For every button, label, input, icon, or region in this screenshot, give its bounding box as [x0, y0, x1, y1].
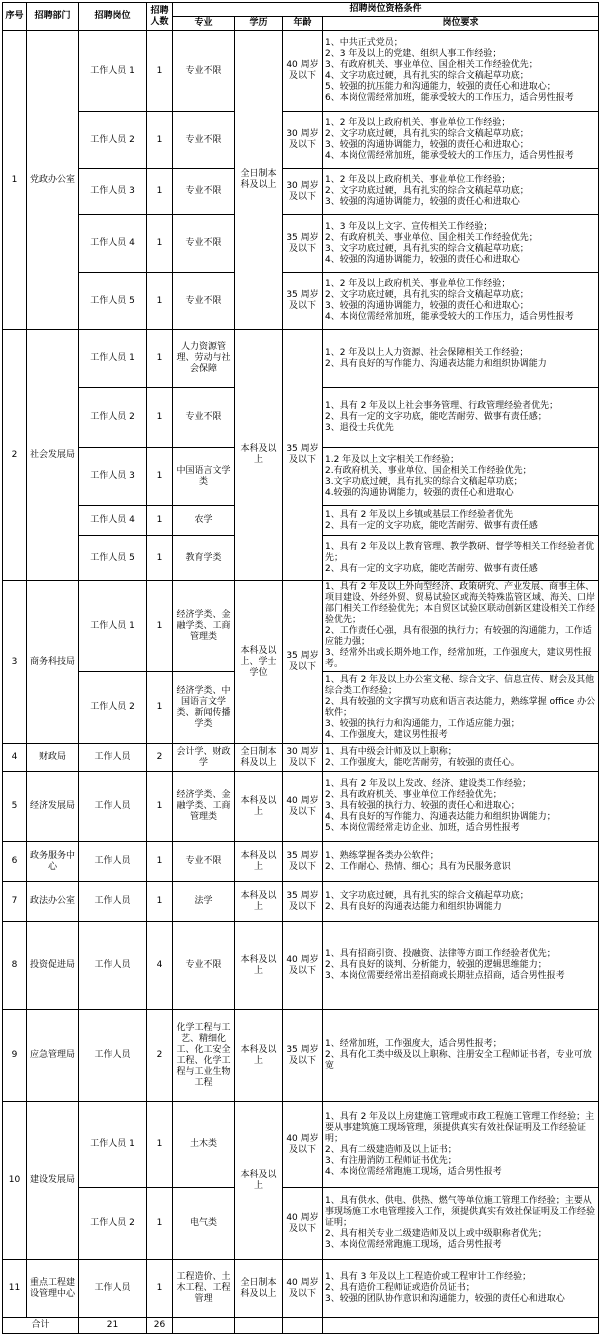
cell-req: 1、2 年及以上人力资源、社会保障相关工作经验； 2、具有良好的写作能力、沟通表达能力和组织协调能力 [323, 330, 599, 388]
cell-major: 专业不限 [173, 169, 235, 215]
cell-major: 农学 [173, 506, 235, 536]
cell-req: 1、3 年及以上文字、宣传相关工作经验； 2、有政府机关、事业单位、国企相关工作经验优先； 3、文字功底过硬，具有扎实的综合文稿起草功底； 4、较强的沟通协调能力，较强的责任心和进取心 [323, 215, 599, 273]
cell-age: 35 周岁及以下 [283, 842, 323, 882]
cell-seq: 11 [3, 1260, 27, 1318]
cell-seq: 6 [3, 842, 27, 882]
cell-post: 工作人员 [79, 922, 147, 1010]
cell-dept: 商务科技局 [27, 581, 79, 744]
cell-dept: 投资促进局 [27, 922, 79, 1010]
cell-age: 35 周岁及以下 [283, 581, 323, 744]
cell-req: 1、具有 2 年及以上教育管理、教学教研、督学等相关工作经验者优先； 2、具有一定的文字功底，能吃苦耐劳、做事有责任感 [323, 536, 599, 581]
table-row [3, 922, 599, 1010]
cell-age: 35 周岁及以下 [283, 1010, 323, 1102]
cell-major: 专业不限 [173, 31, 235, 112]
cell-post: 工作人员 2 [79, 112, 147, 169]
cell-age: 40 周岁及以下 [283, 1260, 323, 1318]
cell-seq: 7 [3, 882, 27, 922]
cell-major: 专业不限 [173, 842, 235, 882]
cell-num: 1 [147, 842, 173, 882]
table-row [3, 273, 599, 330]
table-row [3, 215, 599, 273]
cell-post: 工作人员 [79, 1260, 147, 1318]
cell-major: 会计学、财政学 [173, 744, 235, 772]
cell-post: 工作人员 4 [79, 506, 147, 536]
total-row [3, 1318, 599, 1334]
cell-post: 工作人员 3 [79, 448, 147, 506]
table-row [3, 744, 599, 772]
cell-req: 1、具有 2 年及以上发改、经济、建设类工作经验； 2、具有政府机关、事业单位工作经验优先； 3、具有较强的执行力、较强的责任心和进取心； 4、具有良好的写作能力、沟通表达能力和组织协调能力； 5、本岗位需经常走访企业、加班，适合男性报考 [323, 772, 599, 842]
cell-major: 专业不限 [173, 215, 235, 273]
cell-seq: 3 [3, 581, 27, 744]
cell-post: 工作人员 4 [79, 215, 147, 273]
cell-num: 1 [147, 506, 173, 536]
cell-age: 35 周岁及以下 [283, 882, 323, 922]
cell-major: 专业不限 [173, 388, 235, 448]
cell-age: 40 周岁及以下 [283, 31, 323, 112]
cell-dept: 党政办公室 [27, 31, 79, 330]
cell-num: 1 [147, 112, 173, 169]
cell-post: 工作人员 1 [79, 31, 147, 112]
header-dept: 招聘部门 [27, 3, 79, 31]
recruitment-table [2, 2, 599, 1334]
table-row [3, 1188, 599, 1260]
cell-num: 1 [147, 448, 173, 506]
cell-age: 30 周岁及以下 [283, 744, 323, 772]
cell-num: 4 [147, 922, 173, 1010]
cell-edu: 本科及以上 [235, 1102, 283, 1260]
cell-post: 工作人员 2 [79, 1188, 147, 1260]
cell-req: 1、具有 2 年及以上社会事务管理、行政管理经验者优先； 2、具有一定的文字功底，能吃苦耐劳、做事有责任感； 3、退役士兵优先 [323, 388, 599, 448]
cell-post: 工作人员 [79, 744, 147, 772]
cell-age: 30 周岁及以下 [283, 112, 323, 169]
total-empty-age [283, 1318, 323, 1334]
cell-num: 1 [147, 882, 173, 922]
cell-num: 1 [147, 581, 173, 672]
cell-post: 工作人员 1 [79, 330, 147, 388]
cell-dept: 社会发展局 [27, 330, 79, 581]
cell-post: 工作人员 [79, 882, 147, 922]
cell-req: 1、具有 3 年及以上工程造价或工程审计工作经验； 2、具有造价工程师证或造价员证书； 3、较强的团队协作意识和沟通能力，较强的责任心和进取心 [323, 1260, 599, 1318]
cell-seq: 2 [3, 330, 27, 581]
cell-major: 工程造价、土木工程、工程管理 [173, 1260, 235, 1318]
cell-age: 40 周岁及以下 [283, 1188, 323, 1260]
header-post: 招聘岗位 [79, 3, 147, 31]
cell-major: 经济学类、金融学类、工商管理类 [173, 581, 235, 672]
cell-edu: 本科及以上、学士学位 [235, 581, 283, 744]
total-empty-major [173, 1318, 235, 1334]
cell-seq: 10 [3, 1102, 27, 1260]
cell-req: 1、具有 2 年及以上外向型经济、政策研究、产业发展、商事主体、项目建设、外经外贸、贸易试验区或海关特殊监管区域、海关、口岸部门相关工作经验优先；本自贸区试验区联动创新区建设相关工作经验优先； 2、工作责任心强，具有很强的执行力；有较强的沟通能力，工作适应能力强； 3、经常外出或长期外地工作，经常加班，工作强度大，建议男性报考。 [323, 581, 599, 672]
cell-age: 30 周岁及以下 [283, 169, 323, 215]
table-row [3, 1260, 599, 1318]
cell-post: 工作人员 3 [79, 169, 147, 215]
cell-num: 1 [147, 672, 173, 744]
cell-major: 专业不限 [173, 922, 235, 1010]
cell-req: 1、熟练掌握各类办公软件； 2、工作耐心、热情、细心；具有为民服务意识 [323, 842, 599, 882]
cell-edu: 本科及以上 [235, 772, 283, 842]
cell-post: 工作人员 1 [79, 1102, 147, 1188]
total-num: 26 [147, 1318, 173, 1334]
cell-req: 1、具有 2 年及以上乡镇或基层工作经验者优先 2、具有一定的文字功底，能吃苦耐劳、做事有责任感 [323, 506, 599, 536]
table-header [3, 3, 599, 31]
total-empty-edu [235, 1318, 283, 1334]
cell-post: 工作人员 [79, 1010, 147, 1102]
cell-major: 教育学类 [173, 536, 235, 581]
cell-major: 人力资源管理、劳动与社会保障 [173, 330, 235, 388]
table-row [3, 169, 599, 215]
cell-num: 1 [147, 215, 173, 273]
header-seq: 序号 [3, 3, 27, 31]
cell-major: 专业不限 [173, 112, 235, 169]
cell-dept: 政务服务中心 [27, 842, 79, 882]
cell-major: 土木类 [173, 1102, 235, 1188]
header-conditions: 招聘岗位资格条件 [173, 3, 599, 17]
cell-post: 工作人员 2 [79, 388, 147, 448]
cell-num: 1 [147, 1102, 173, 1188]
table-row [3, 112, 599, 169]
cell-dept: 建设发展局 [27, 1102, 79, 1260]
cell-req: 1.2 年及以上文字相关工作经验； 2.有政府机关、事业单位、国企相关工作经验优先； 3.文字功底过硬，具有扎实的综合文稿起草功底； 4.较强的沟通协调能力，较强的责任心和进取心 [323, 448, 599, 506]
cell-age: 40 周岁及以下 [283, 772, 323, 842]
cell-edu: 本科及以上 [235, 1010, 283, 1102]
cell-edu: 本科及以上 [235, 330, 283, 581]
cell-req: 1、具有中级会计师及以上职称； 2、工作强度大，能吃苦耐劳，有较强的责任心。 [323, 744, 599, 772]
cell-post: 工作人员 2 [79, 672, 147, 744]
cell-num: 1 [147, 772, 173, 842]
cell-num: 2 [147, 1010, 173, 1102]
cell-age: 35 周岁及以下 [283, 215, 323, 273]
cell-major: 法学 [173, 882, 235, 922]
cell-age: 40 周岁及以下 [283, 1102, 323, 1188]
table-row [3, 31, 599, 112]
cell-dept: 政法办公室 [27, 882, 79, 922]
cell-age: 35 周岁及以下 [283, 273, 323, 330]
cell-num: 1 [147, 388, 173, 448]
cell-edu: 本科及以上 [235, 882, 283, 922]
cell-seq: 1 [3, 31, 27, 330]
table-row [3, 581, 599, 672]
cell-seq: 9 [3, 1010, 27, 1102]
cell-edu: 本科及以上 [235, 922, 283, 1010]
table-row [3, 842, 599, 882]
cell-major: 化学工程与工艺、精细化工、化工安全工程、化学工程与工业生物工程 [173, 1010, 235, 1102]
cell-age: 40 周岁及以下 [283, 922, 323, 1010]
cell-req: 1、具有招商引资、投融资、法律等方面工作经验者优先； 2、具有良好的谈判、分析能力，较强的逻辑思维能力； 3、本岗位需要经常出差招商或长期驻点招商，适合男性报考 [323, 922, 599, 1010]
cell-req: 1、具有供水、供电、供热、燃气等单位施工管理工作经验；主要从事现场施工水电管理接入工作，须提供真实有效社保证明及工作经验证明； 2、具有相关专业二级建造师及以上或中级职称者优先； 3、本岗位需经常跑施工现场，适合男性报考 [323, 1188, 599, 1260]
header-age: 年龄 [283, 17, 323, 31]
table-row [3, 1102, 599, 1188]
cell-req: 1、具有 2 年及以上办公室文秘、综合文字、信息宣传、财会及其他综合类工作经验； 2、具有较强的文字撰写功底和语言表达能力，熟练掌握 office 办公软件； 3、较强的执行力和沟通能力，工作适应能力强； 4、工作强度大，建议男性报考 [323, 672, 599, 744]
cell-age: 35 周岁及以下 [283, 330, 323, 581]
header-edu: 学历 [235, 17, 283, 31]
table-row [3, 1010, 599, 1102]
cell-edu: 本科及以上 [235, 842, 283, 882]
cell-post: 工作人员 [79, 772, 147, 842]
cell-post: 工作人员 1 [79, 581, 147, 672]
cell-req: 1、文字功底过硬，具有扎实的综合文稿起草功底； 2、具有良好的沟通表达能力和组织协调能力 [323, 882, 599, 922]
cell-edu: 全日制本科及以上 [235, 1260, 283, 1318]
header-num: 招聘人数 [147, 3, 173, 31]
cell-req: 1、中共正式党员； 2、3 年及以上的党建、组织人事工作经验； 3、有政府机关、事业单位、国企相关工作经验优先； 4、文字功底过硬，具有扎实的综合文稿起草功底； 5、较强的抗压能力和沟通能力，较强的责任心和进取心； 6、本岗位需经常加班，能承受较大的工作压力，适合男性报考 [323, 31, 599, 112]
total-label: 合计 [3, 1318, 79, 1334]
cell-dept: 应急管理局 [27, 1010, 79, 1102]
cell-req: 1、2 年及以上政府机关、事业单位工作经验； 2、文字功底过硬，具有扎实的综合文稿起草功底； 3、较强的沟通协调能力，较强的责任心和进取心； 4、本岗位需经常加班，能承受较大的工作压力，适合男性报考 [323, 112, 599, 169]
table-row [3, 882, 599, 922]
cell-num: 1 [147, 536, 173, 581]
cell-post: 工作人员 5 [79, 536, 147, 581]
cell-num: 1 [147, 273, 173, 330]
cell-major: 专业不限 [173, 273, 235, 330]
cell-req: 1、2 年及以上政府机关、事业单位工作经验； 2、文字功底过硬，具有扎实的综合文稿起草功底； 3、较强的沟通协调能力，较强的责任心和进取心； 4、本岗位需经常加班，能承受较大的工作压力，适合男性报考 [323, 273, 599, 330]
cell-major: 中国语言文学类 [173, 448, 235, 506]
cell-major: 经济学类、中国语言文学类、新闻传播学类 [173, 672, 235, 744]
cell-seq: 5 [3, 772, 27, 842]
table-body [3, 31, 599, 1334]
table-row [3, 330, 599, 388]
total-posts: 21 [79, 1318, 147, 1334]
cell-req: 1、经常加班，工作强度大，适合男性报考； 2、具有化工类中级及以上职称、注册安全工程师证书者，专业可放宽 [323, 1010, 599, 1102]
cell-edu: 全日制本科及以上 [235, 31, 283, 330]
cell-major: 电气类 [173, 1188, 235, 1260]
cell-num: 1 [147, 31, 173, 112]
cell-seq: 4 [3, 744, 27, 772]
cell-dept: 重点工程建设管理中心 [27, 1260, 79, 1318]
cell-major: 经济学类、金融学类、工商管理类 [173, 772, 235, 842]
cell-dept: 经济发展局 [27, 772, 79, 842]
total-empty-req [323, 1318, 599, 1334]
header-major: 专业 [173, 17, 235, 31]
cell-num: 1 [147, 1188, 173, 1260]
cell-post: 工作人员 5 [79, 273, 147, 330]
cell-num: 2 [147, 744, 173, 772]
cell-edu: 全日制本科及以上 [235, 744, 283, 772]
cell-num: 1 [147, 1260, 173, 1318]
cell-num: 1 [147, 330, 173, 388]
cell-req: 1、2 年及以上政府机关、事业单位工作经验； 2、文字功底过硬，具有扎实的综合文稿起草功底； 3、较强的沟通协调能力，较强的责任心和进取心 [323, 169, 599, 215]
header-req: 岗位要求 [323, 17, 599, 31]
cell-seq: 8 [3, 922, 27, 1010]
table-row [3, 772, 599, 842]
cell-post: 工作人员 [79, 842, 147, 882]
cell-req: 1、具有 2 年及以上房建施工管理或市政工程施工管理工作经验；主要从事建筑施工现场管理，须提供真实有效社保证明及工作经验证明； 2、具有二级建造师及以上证书； 3、有注册消防工程师证书优先； 4、本岗位需经常跑施工现场，适合男性报考 [323, 1102, 599, 1188]
cell-dept: 财政局 [27, 744, 79, 772]
cell-num: 1 [147, 169, 173, 215]
